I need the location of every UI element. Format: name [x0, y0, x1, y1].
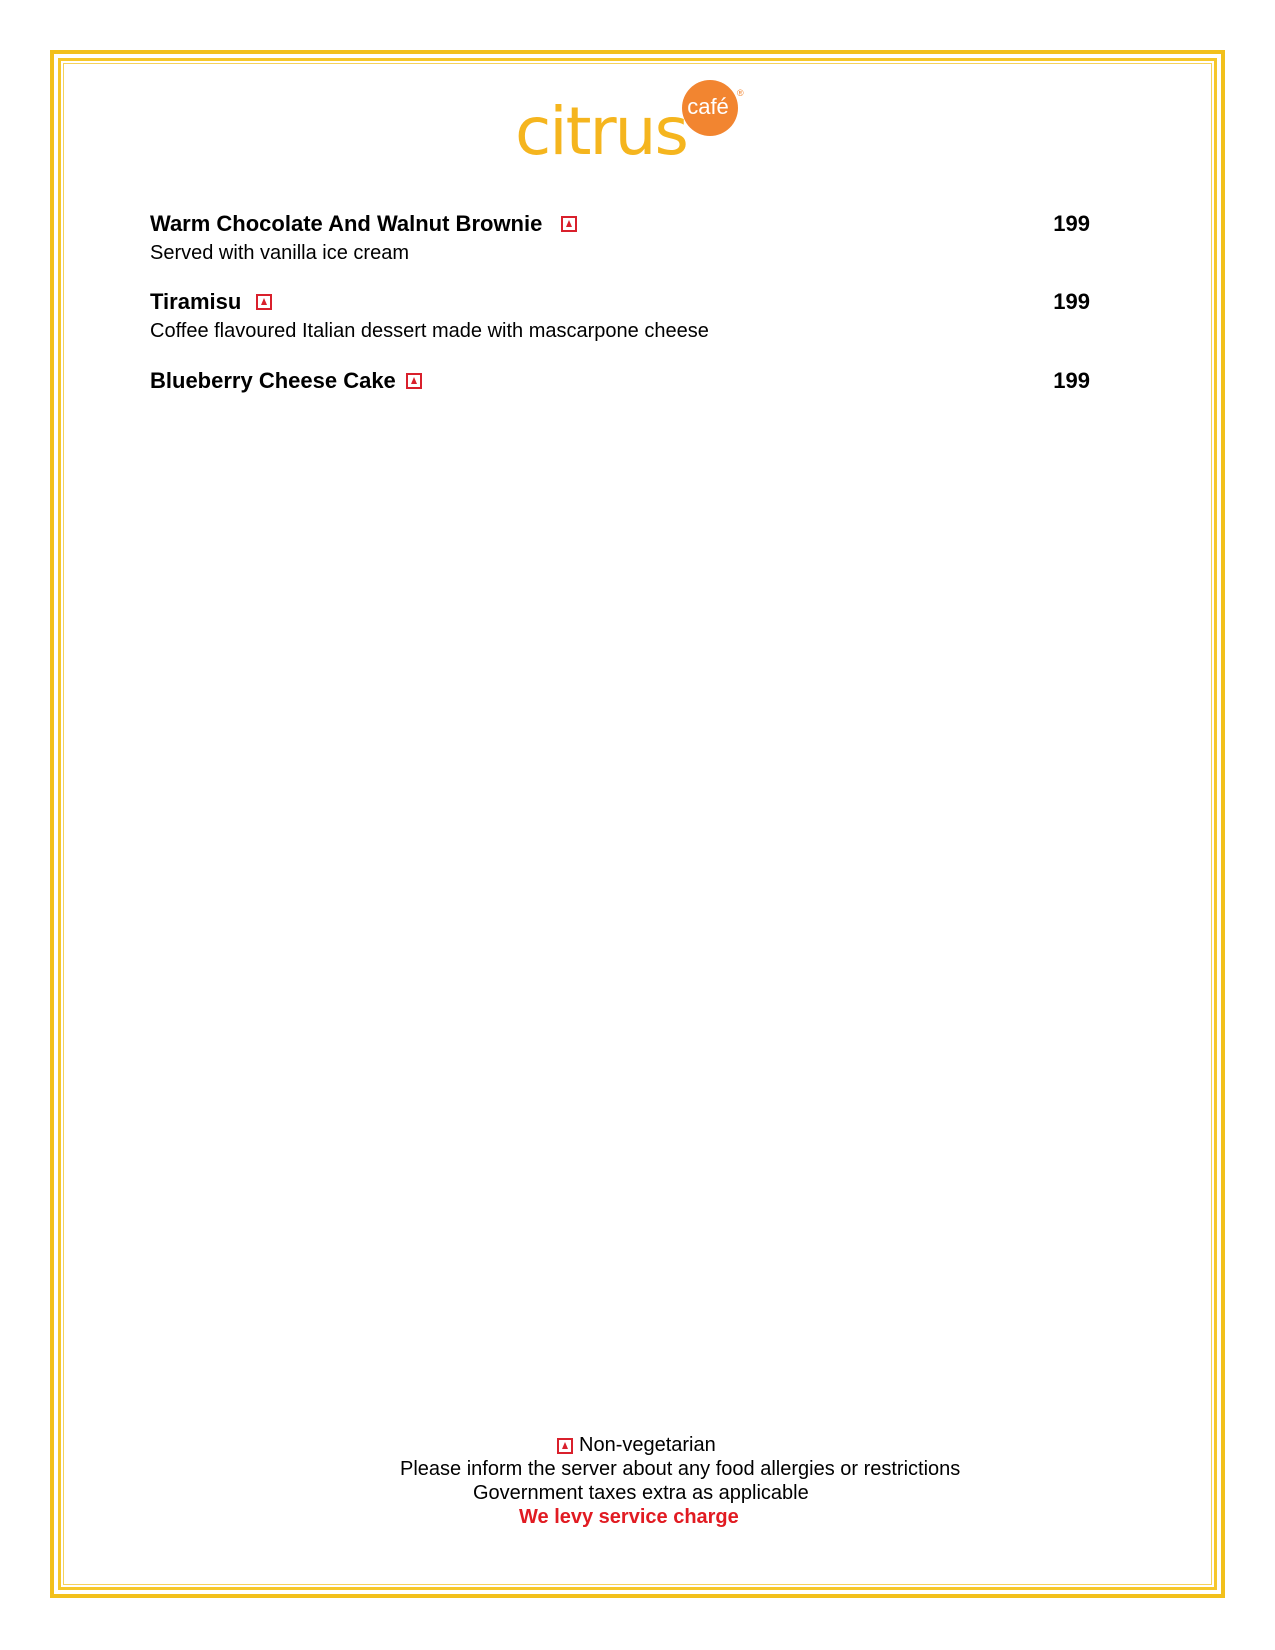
- service-charge-note: We levy service charge: [519, 1506, 739, 1528]
- tax-note: Government taxes extra as applicable: [473, 1482, 809, 1504]
- item-price: 199: [1053, 289, 1090, 314]
- non-veg-icon: [256, 294, 272, 310]
- item-title-row: [150, 210, 1090, 240]
- legend-line: [557, 1433, 716, 1457]
- item-description: Served with vanilla ice cream: [150, 242, 409, 264]
- item-description: Coffee flavoured Italian dessert made with mascarpone cheese: [150, 320, 709, 342]
- menu-item: [150, 288, 1090, 344]
- menu-item: [150, 210, 1090, 266]
- allergy-note: Please inform the server about any food allergies or restrictions: [400, 1458, 961, 1480]
- citrus-cafe-logo: [515, 78, 765, 168]
- non-veg-icon: [557, 1438, 573, 1454]
- logo-sub-text: café: [687, 94, 729, 119]
- item-title-row: [150, 288, 1090, 318]
- item-name: Blueberry Cheese Cake: [150, 368, 396, 393]
- logo-registered-mark: ®: [737, 88, 744, 98]
- legend-label: Non-vegetarian: [579, 1434, 716, 1456]
- menu-item: [150, 367, 1090, 397]
- item-name: Tiramisu: [150, 289, 242, 314]
- item-price: 199: [1053, 211, 1090, 236]
- item-title-row: [150, 367, 1090, 397]
- logo-brand-text: citrus: [515, 93, 687, 168]
- non-veg-icon: [561, 216, 577, 232]
- item-name: Warm Chocolate And Walnut Brownie: [150, 211, 543, 236]
- item-price: 199: [1053, 368, 1090, 393]
- non-veg-icon: [406, 373, 422, 389]
